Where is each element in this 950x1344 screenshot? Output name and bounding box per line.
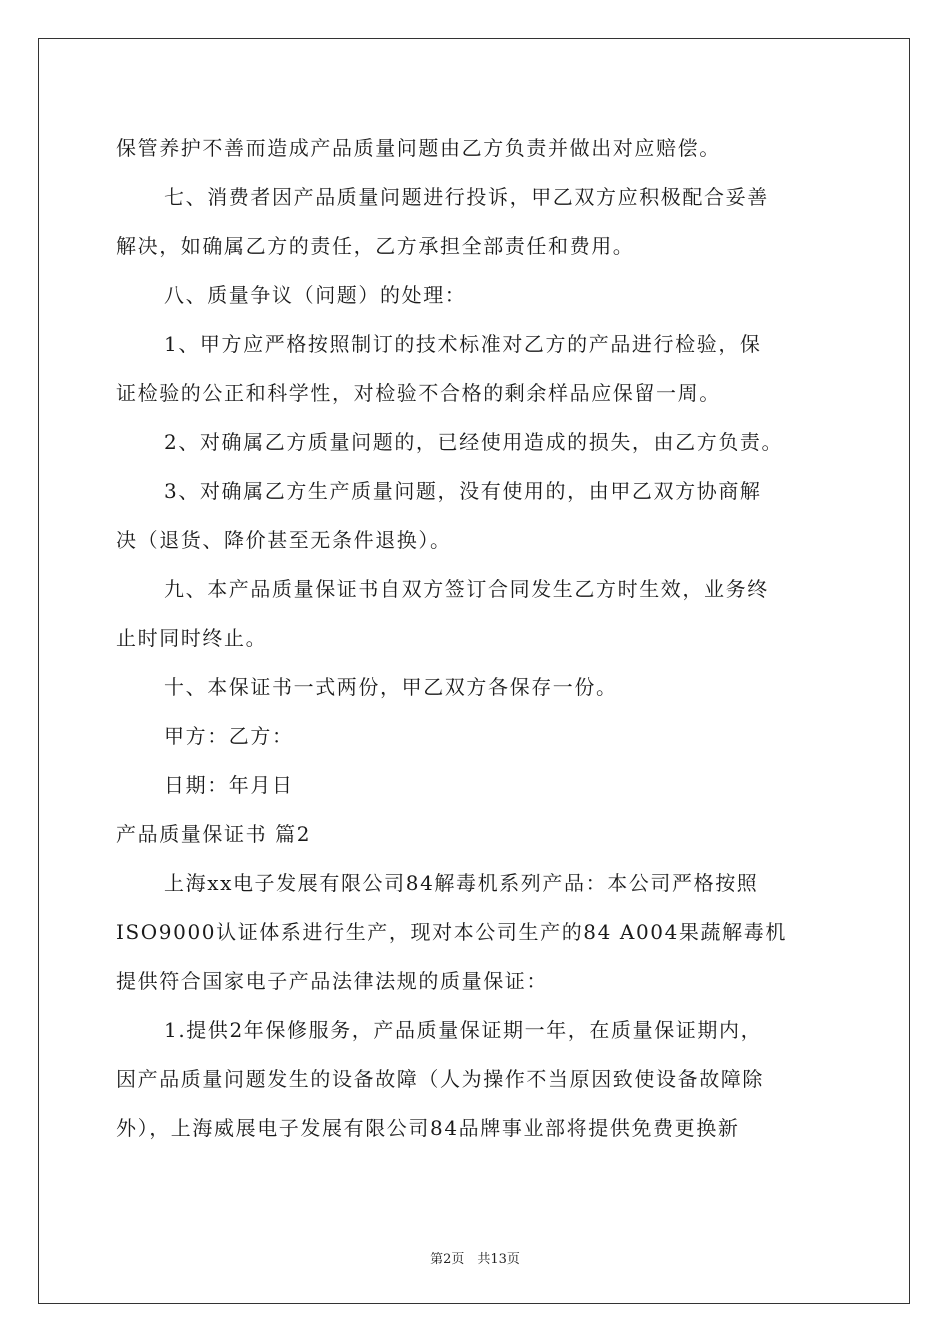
page-number: 第2页 共13页 xyxy=(430,1252,520,1267)
text-line: 外），上海威展电子发展有限公司84品牌事业部将提供免费更换新 xyxy=(116,1116,740,1140)
text-line: 提供符合国家电子产品法律法规的质量保证： xyxy=(116,969,548,993)
text-line: 证检验的公正和科学性，对检验不合格的剩余样品应保留一周。 xyxy=(116,381,721,405)
text-line: 2、对确属乙方质量问题的，已经使用造成的损失，由乙方负责。 xyxy=(164,430,784,454)
text-line: 七、消费者因产品质量问题进行投诉，甲乙双方应积极配合妥善 xyxy=(164,185,769,209)
text-line: 1.提供2年保修服务，产品质量保证期一年，在质量保证期内， xyxy=(164,1018,763,1042)
text-line: 解决，如确属乙方的责任，乙方承担全部责任和费用。 xyxy=(116,234,635,258)
text-line: 保管养护不善而造成产品质量问题由乙方负责并做出对应赔偿。 xyxy=(116,136,721,160)
text-line: 因产品质量问题发生的设备故障（人为操作不当原因致使设备故障除 xyxy=(116,1067,764,1091)
text-line: 止时同时终止。 xyxy=(116,626,268,650)
section-heading: 八、质量争议（问题）的处理： xyxy=(164,283,467,307)
text-line: 1、甲方应严格按照制订的技术标准对乙方的产品进行检验，保 xyxy=(164,332,762,356)
text-line: 九、本产品质量保证书自双方签订合同发生乙方时生效，业务终 xyxy=(164,577,769,601)
text-line: ISO9000认证体系进行生产，现对本公司生产的84 A004果蔬解毒机 xyxy=(116,920,787,944)
section-title: 产品质量保证书 篇2 xyxy=(116,822,312,846)
text-line: 十、本保证书一式两份，甲乙双方各保存一份。 xyxy=(164,675,618,699)
text-line: 3、对确属乙方生产质量问题，没有使用的，由甲乙双方协商解 xyxy=(164,479,762,503)
text-line: 决（退货、降价甚至无条件退换）。 xyxy=(116,528,452,552)
document-body xyxy=(116,124,836,1153)
signature-date: 日期：年月日 xyxy=(164,773,294,797)
text-line: 上海xx电子发展有限公司84解毒机系列产品：本公司严格按照 xyxy=(164,871,759,895)
signature-parties: 甲方：乙方： xyxy=(164,724,294,748)
